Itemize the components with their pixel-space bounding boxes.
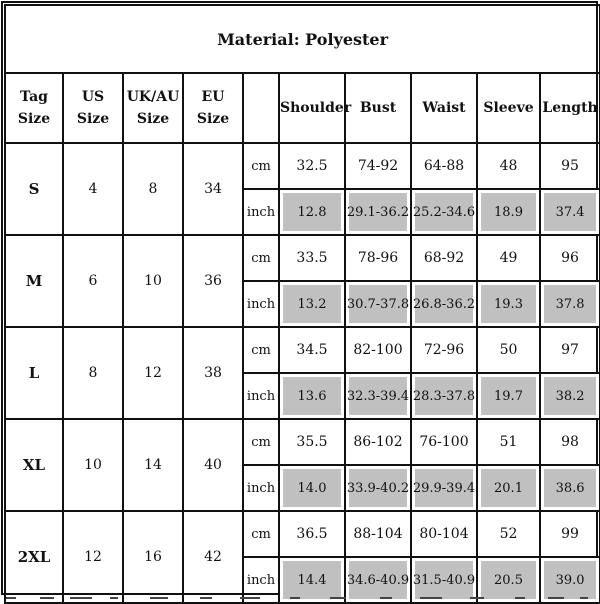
uk-au-size-cell: 10 <box>123 235 183 327</box>
uk-au-size-cell: 8 <box>123 143 183 235</box>
shoulder-cm-cell: 34.5 <box>279 327 345 373</box>
table-row <box>5 419 600 465</box>
tag-size-cell: M <box>5 235 63 327</box>
bust-inch-cell <box>345 281 411 327</box>
sleeve-inch-value: 19.3 <box>494 296 523 312</box>
shoulder-cm-cell: 36.5 <box>279 511 345 557</box>
header-uk-au-size: UK/AU Size <box>123 73 183 143</box>
eu-size-cell: 38 <box>183 327 243 419</box>
unit-cm-label: cm <box>243 511 279 557</box>
cropped-text-fragment <box>290 597 300 599</box>
unit-cm-label: cm <box>243 143 279 189</box>
header-unit <box>243 73 279 143</box>
bust-inch-value: 29.1-36.2 <box>346 204 410 220</box>
cropped-text-fragment <box>470 597 484 599</box>
sleeve-inch-cell <box>477 373 540 419</box>
sleeve-cm-cell: 50 <box>477 327 540 373</box>
header-tag-size: Tag Size <box>5 73 63 143</box>
waist-inch-value: 31.5-40.9 <box>412 572 476 588</box>
waist-cm-cell: 72-96 <box>411 327 477 373</box>
length-inch-value: 38.6 <box>555 480 585 496</box>
waist-inch-value: 28.3-37.8 <box>412 388 476 404</box>
header-bust: Bust <box>345 73 411 143</box>
length-inch-cell <box>540 465 600 511</box>
cropped-text-fragment <box>548 597 564 599</box>
shoulder-inch-value: 13.2 <box>297 296 327 312</box>
header-us-size: US Size <box>63 73 123 143</box>
us-size-cell: 4 <box>63 143 123 235</box>
bust-inch-value: 30.7-37.8 <box>346 296 410 312</box>
shoulder-inch-value: 14.0 <box>297 480 327 496</box>
cropped-text-fragment <box>580 597 588 599</box>
tag-size-cell: XL <box>5 419 63 511</box>
waist-inch-value: 26.8-36.2 <box>412 296 476 312</box>
us-size-cell: 12 <box>63 511 123 603</box>
waist-inch-value: 25.2-34.6 <box>412 204 476 220</box>
cropped-bottom-strip <box>0 596 600 600</box>
header-row <box>5 73 600 143</box>
shoulder-cm-cell: 32.5 <box>279 143 345 189</box>
header-waist: Waist <box>411 73 477 143</box>
table-row <box>5 327 600 373</box>
bust-cm-cell: 82-100 <box>345 327 411 373</box>
waist-inch-cell <box>411 465 477 511</box>
unit-cm-label: cm <box>243 235 279 281</box>
length-inch-cell <box>540 281 600 327</box>
shoulder-inch-cell <box>279 465 345 511</box>
unit-inch-label: inch <box>243 281 279 327</box>
unit-inch-label: inch <box>243 189 279 235</box>
length-inch-value: 39.0 <box>555 572 585 588</box>
cropped-text-fragment <box>420 597 442 599</box>
unit-cm-label: cm <box>243 327 279 373</box>
table-row <box>5 143 600 189</box>
table-title: Material: Polyester <box>5 5 600 73</box>
header-length: Length <box>540 73 600 143</box>
cropped-text-fragment <box>6 597 16 599</box>
sleeve-cm-cell: 52 <box>477 511 540 557</box>
uk-au-size-cell: 16 <box>123 511 183 603</box>
length-inch-value: 37.8 <box>555 296 585 312</box>
cropped-text-fragment <box>240 597 260 599</box>
table-row <box>5 511 600 557</box>
cropped-text-fragment <box>150 597 168 599</box>
shoulder-cm-cell: 33.5 <box>279 235 345 281</box>
shoulder-inch-value: 14.4 <box>297 572 327 588</box>
shoulder-inch-value: 12.8 <box>297 204 327 220</box>
unit-inch-label: inch <box>243 465 279 511</box>
cropped-text-fragment <box>70 597 92 599</box>
cropped-text-fragment <box>40 597 54 599</box>
eu-size-cell: 34 <box>183 143 243 235</box>
eu-size-cell: 40 <box>183 419 243 511</box>
sleeve-cm-cell: 48 <box>477 143 540 189</box>
bust-inch-cell <box>345 189 411 235</box>
waist-cm-cell: 76-100 <box>411 419 477 465</box>
sleeve-inch-value: 19.7 <box>494 388 523 404</box>
table-row <box>5 235 600 281</box>
length-inch-value: 38.2 <box>555 388 585 404</box>
cropped-text-fragment <box>330 597 346 599</box>
waist-inch-cell <box>411 373 477 419</box>
bust-inch-cell <box>345 465 411 511</box>
length-inch-cell <box>540 373 600 419</box>
shoulder-inch-cell <box>279 281 345 327</box>
bust-cm-cell: 74-92 <box>345 143 411 189</box>
waist-cm-cell: 68-92 <box>411 235 477 281</box>
us-size-cell: 10 <box>63 419 123 511</box>
unit-inch-label: inch <box>243 373 279 419</box>
tag-size-cell: L <box>5 327 63 419</box>
sleeve-inch-cell <box>477 189 540 235</box>
size-chart-table <box>4 4 600 604</box>
shoulder-inch-value: 13.6 <box>297 388 327 404</box>
shoulder-inch-cell <box>279 189 345 235</box>
length-cm-cell: 97 <box>540 327 600 373</box>
waist-inch-cell <box>411 281 477 327</box>
length-inch-value: 37.4 <box>555 204 585 220</box>
bust-cm-cell: 88-104 <box>345 511 411 557</box>
header-sleeve: Sleeve <box>477 73 540 143</box>
sleeve-cm-cell: 49 <box>477 235 540 281</box>
bust-inch-value: 34.6-40.9 <box>346 572 410 588</box>
bust-inch-cell <box>345 373 411 419</box>
uk-au-size-cell: 12 <box>123 327 183 419</box>
uk-au-size-cell: 14 <box>123 419 183 511</box>
waist-cm-cell: 80-104 <box>411 511 477 557</box>
header-shoulder: Shoulder <box>279 73 345 143</box>
sleeve-cm-cell: 51 <box>477 419 540 465</box>
waist-inch-value: 29.9-39.4 <box>412 480 476 496</box>
us-size-cell: 8 <box>63 327 123 419</box>
tag-size-cell: S <box>5 143 63 235</box>
length-cm-cell: 95 <box>540 143 600 189</box>
waist-cm-cell: 64-88 <box>411 143 477 189</box>
tag-size-cell: 2XL <box>5 511 63 603</box>
bust-inch-value: 32.3-39.4 <box>346 388 410 404</box>
bust-inch-value: 33.9-40.2 <box>346 480 410 496</box>
shoulder-inch-cell <box>279 373 345 419</box>
header-eu-size: EU Size <box>183 73 243 143</box>
unit-cm-label: cm <box>243 419 279 465</box>
cropped-text-fragment <box>110 597 118 599</box>
us-size-cell: 6 <box>63 235 123 327</box>
sleeve-inch-cell <box>477 281 540 327</box>
waist-inch-cell <box>411 189 477 235</box>
unit-inch-label: inch <box>243 557 279 603</box>
eu-size-cell: 42 <box>183 511 243 603</box>
length-inch-cell <box>540 189 600 235</box>
bust-cm-cell: 86-102 <box>345 419 411 465</box>
sleeve-inch-value: 20.5 <box>494 572 523 588</box>
length-cm-cell: 99 <box>540 511 600 557</box>
cropped-text-fragment <box>380 597 392 599</box>
eu-size-cell: 36 <box>183 235 243 327</box>
bust-cm-cell: 78-96 <box>345 235 411 281</box>
cropped-text-fragment <box>515 597 525 599</box>
sleeve-inch-value: 18.9 <box>494 204 523 220</box>
cropped-text-fragment <box>200 597 212 599</box>
shoulder-cm-cell: 35.5 <box>279 419 345 465</box>
length-cm-cell: 98 <box>540 419 600 465</box>
sleeve-inch-value: 20.1 <box>494 480 523 496</box>
size-chart-frame <box>1 1 598 595</box>
length-cm-cell: 96 <box>540 235 600 281</box>
sleeve-inch-cell <box>477 465 540 511</box>
